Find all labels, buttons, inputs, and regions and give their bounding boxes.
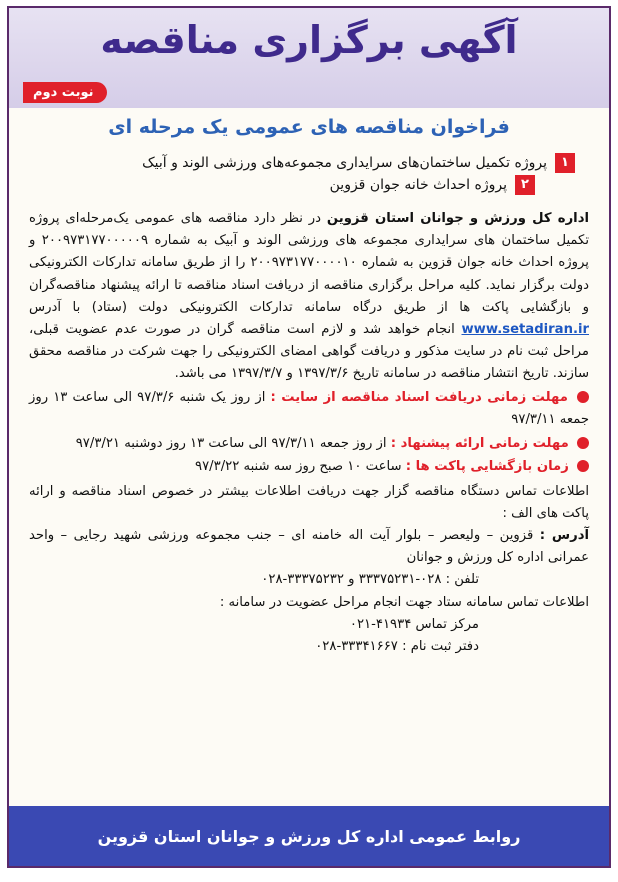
contact-intro: اطلاعات تماس دستگاه مناقصه گزار جهت دریافت اطلاعات بیشتر در خصوص اسناد مناقصه و ارائه پاکت های الف : xyxy=(29,483,589,521)
deadline-value: ساعت ۱۰ صبح روز سه شنبه ۹۷/۳/۲۲ xyxy=(195,459,402,475)
red-bullet-icon xyxy=(577,437,589,449)
intro-paragraph xyxy=(29,208,589,386)
notice-title: آگهی برگزاری مناقصه xyxy=(100,18,518,62)
setad-website-link[interactable]: www.setadiran.ir xyxy=(461,322,589,338)
registration-office-line: دفتر ثبت نام : ۳۳۳۴۱۶۶۷-۰۲۸ xyxy=(315,639,479,655)
footer-text: روابط عمومی اداره کل ورزش و جوانان استان قزوین xyxy=(97,826,521,846)
project-item-1 xyxy=(29,152,575,174)
round-badge: نوبت دوم xyxy=(23,82,107,103)
deadline-value: از روز جمعه ۹۷/۳/۱۱ الی ساعت ۱۳ روز دوشنبه ۹۷/۳/۲۱ xyxy=(75,435,387,451)
address-label: آدرس : xyxy=(539,528,589,544)
project-item-2 xyxy=(29,174,575,196)
deadline-value: از روز یک شنبه ۹۷/۳/۶ الی ساعت ۱۳ روز جمعه ۹۷/۳/۱۱ xyxy=(29,389,589,428)
address-value: قزوین – ولیعصر – بلوار آیت اله خامنه ای – جنب مجموعه ورزشی شهید رجایی – واحد عمرانی اداره کل ورزش و جوانان xyxy=(29,528,589,566)
footer-banner xyxy=(9,806,609,866)
project-text: پروژه احداث خانه جوان قزوین xyxy=(329,177,507,193)
deadline-label: مهلت زمانی دریافت اسناد مناقصه از سایت : xyxy=(270,389,568,405)
call-center-line: مرکز تماس ۴۱۹۳۴-۰۲۱ xyxy=(349,616,479,632)
red-bullet-icon xyxy=(577,391,589,403)
intro-text: در نظر دارد مناقصه های عمومی یک‌مرحله‌ای پروژه تکمیل ساختمان های سرایداری مجموعه های ورزشی الوند و آبیک به شماره ۲۰۰۹۷۳۱۷۷۰۰۰۰۰۹ و پروژه احداث خانه جوان قزوین به شماره ۲۰۰۹۷۳۱۷۷۰۰۰۰۱۰ را از طریق سامانه تدارکات الکترونیکی دولت برگزار نماید. کلیه مراحل برگزاری مناقصه از دریافت اسناد مناقصه تا ارائه پیشنهاد مناقصه‌گران و بازگشایی پاکت ها از طریق درگاه سامانه تدارکات الکترونیکی دولت (ستاد) با آدرس xyxy=(29,211,590,315)
deadline-documents xyxy=(29,387,589,432)
deadline-proposals xyxy=(29,433,589,456)
setad-contact-intro: اطلاعات تماس سامانه ستاد جهت انجام مراحل عضویت در سامانه : xyxy=(219,594,589,610)
project-number-badge: ۲ xyxy=(515,175,535,195)
contact-section xyxy=(29,481,589,659)
notice-subtitle: فراخوان مناقصه های عمومی یک مرحله ای xyxy=(108,116,510,138)
project-text: پروژه تکمیل ساختمان‌های سرایداری مجموعه‌های ورزشی الوند و آبیک xyxy=(142,155,547,171)
project-number-badge: ۱ xyxy=(555,153,575,173)
header-banner xyxy=(9,8,609,108)
deadline-label: زمان بازگشایی پاکت ها : xyxy=(405,459,569,475)
tender-notice xyxy=(7,6,611,868)
phone-line: تلفن : ۰۲۸-۳۳۳۷۵۲۳۱ و ۳۳۳۷۵۲۳۲-۰۲۸ xyxy=(261,572,479,588)
deadline-opening xyxy=(29,456,589,479)
notice-body xyxy=(29,208,589,658)
organization-name: اداره کل ورزش و جوانان استان قزوین xyxy=(326,211,589,226)
project-list xyxy=(29,152,575,196)
deadline-label: مهلت زمانی ارائه پیشنهاد : xyxy=(390,435,569,451)
red-bullet-icon xyxy=(577,460,589,472)
address-line xyxy=(29,525,589,569)
intro-text-continued: انجام خواهد شد و لازم است مناقصه گران در صورت عدم عضویت قبلی، مراحل ثبت نام در سایت مذکور و دریافت گواهی امضای الکترونیکی را جهت شرکت در مناقصه محقق سازند. تاریخ انتشار مناقصه در سامانه تاریخ ۱۳۹۷/۳/۶ و ۱۳۹۷/۳/۷ می باشد. xyxy=(29,322,589,382)
